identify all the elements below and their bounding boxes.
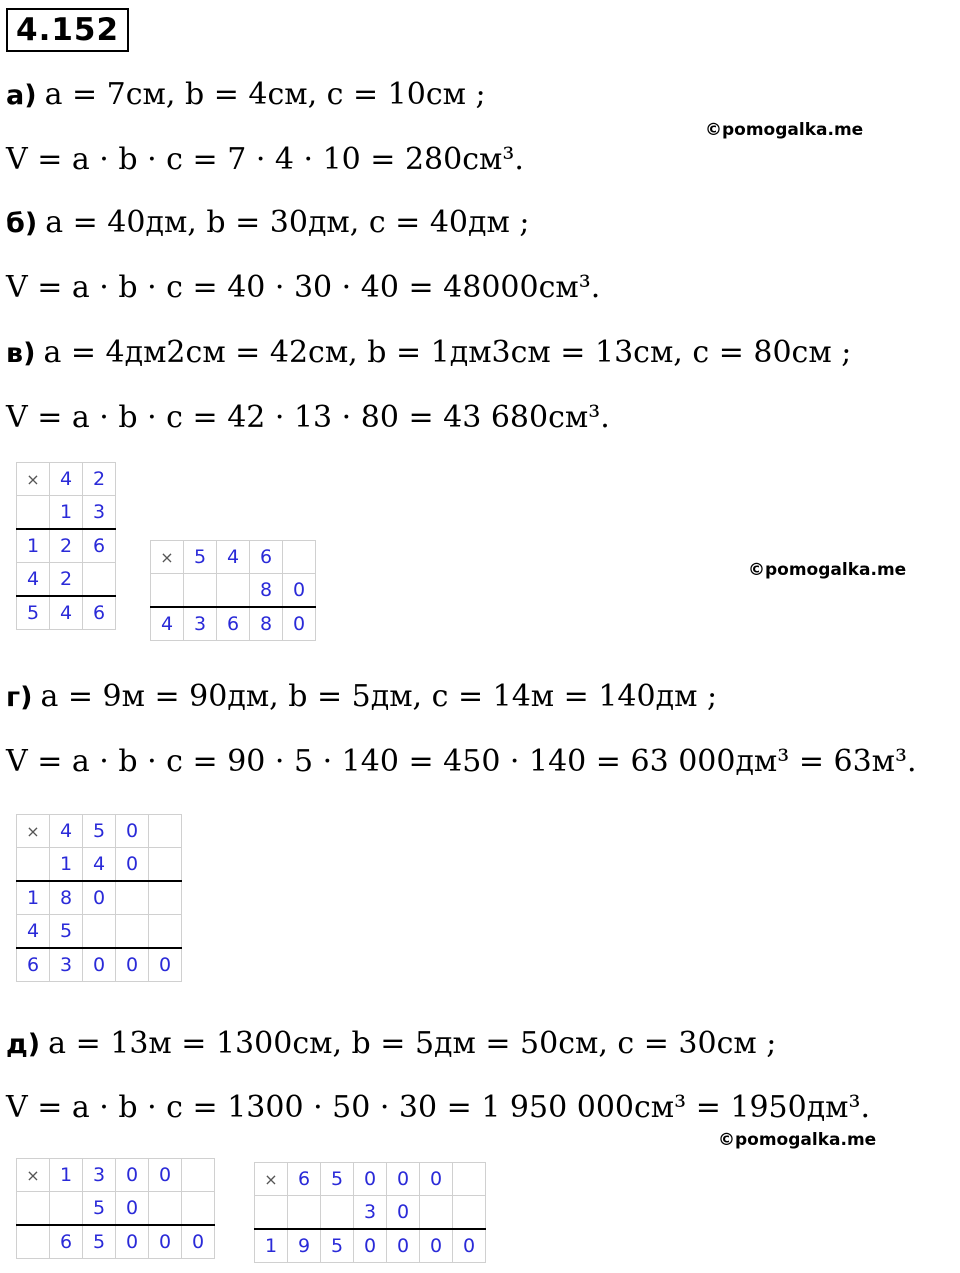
part-v-formula: V = a · b · c = 42 · 13 · 80 = 43 680см³.: [6, 400, 610, 435]
digit-cell: 4: [83, 848, 116, 882]
digit-cell: 2: [50, 529, 83, 563]
digit-cell: [453, 1196, 486, 1230]
digit-cell: 8: [250, 607, 283, 641]
part-b-line1: a = 40дм, b = 30дм, c = 40дм ;: [45, 205, 530, 240]
digit-cell: 3: [50, 948, 83, 982]
digit-cell: 5: [184, 541, 217, 574]
table-row: [17, 596, 116, 630]
digit-cell: 6: [288, 1163, 321, 1196]
part-b-label: б): [6, 208, 38, 239]
part-a-line1: a = 7см, b = 4см, c = 10см ;: [44, 77, 486, 112]
digit-cell: 0: [83, 881, 116, 915]
part-d-given: [6, 1024, 776, 1064]
digit-cell: [149, 815, 182, 848]
table-row: [17, 563, 116, 597]
table-row: [17, 815, 182, 848]
digit-cell: 4: [217, 541, 250, 574]
digit-cell: 5: [17, 596, 50, 630]
digit-cell: 4: [50, 463, 83, 496]
digit-cell: [283, 541, 316, 574]
digit-cell: [17, 496, 50, 530]
digit-cell: [321, 1196, 354, 1230]
multiplication-table: [16, 814, 182, 982]
table-row: [151, 574, 316, 608]
table-row: [17, 1192, 215, 1226]
digit-cell: 5: [321, 1163, 354, 1196]
digit-cell: 4: [50, 596, 83, 630]
multiply-sign: ×: [17, 815, 50, 848]
part-b-formula: V = a · b · c = 40 · 30 · 40 = 48000см³.: [6, 270, 601, 305]
multiply-sign: ×: [255, 1163, 288, 1196]
digit-cell: 0: [149, 948, 182, 982]
digit-cell: 4: [50, 815, 83, 848]
part-g-given: [6, 677, 717, 717]
digit-cell: 6: [217, 607, 250, 641]
table-row: [17, 881, 182, 915]
digit-cell: 0: [149, 1225, 182, 1259]
multiplication-table: [150, 540, 316, 641]
multiplication-table: [254, 1162, 486, 1263]
digit-cell: [184, 574, 217, 608]
digit-cell: [182, 1192, 215, 1226]
digit-cell: [182, 1159, 215, 1192]
part-g-formula: V = a · b · c = 90 · 5 · 140 = 450 · 140 = 63 000дм³ = 63м³.: [6, 744, 917, 779]
digit-cell: [149, 881, 182, 915]
multiply-sign: ×: [17, 1159, 50, 1192]
multiplication-table: [16, 462, 116, 630]
part-a-given: [6, 75, 486, 115]
part-b-given: [6, 203, 529, 243]
digit-cell: [420, 1196, 453, 1230]
digit-cell: 1: [50, 1159, 83, 1192]
digit-cell: 3: [83, 1159, 116, 1192]
digit-cell: 0: [116, 815, 149, 848]
table-row: [17, 1225, 215, 1259]
table-row: [255, 1163, 486, 1196]
digit-cell: 1: [50, 496, 83, 530]
digit-cell: 6: [17, 948, 50, 982]
digit-cell: 6: [83, 529, 116, 563]
watermark: ©pomogalka.me: [718, 1130, 877, 1150]
part-a-label: а): [6, 80, 37, 111]
digit-cell: 2: [50, 563, 83, 597]
part-a-formula: V = a · b · c = 7 · 4 · 10 = 280см³.: [6, 142, 524, 177]
digit-cell: 0: [83, 948, 116, 982]
digit-cell: 0: [420, 1163, 453, 1196]
digit-cell: 0: [182, 1225, 215, 1259]
digit-cell: 3: [354, 1196, 387, 1230]
digit-cell: 0: [116, 1225, 149, 1259]
part-v-given: [6, 333, 851, 373]
digit-cell: 0: [453, 1229, 486, 1263]
digit-cell: 0: [149, 1159, 182, 1192]
digit-cell: 8: [50, 881, 83, 915]
part-d-formula: V = a · b · c = 1300 · 50 · 30 = 1 950 000см³ = 1950дм³.: [6, 1090, 871, 1125]
digit-cell: 4: [17, 915, 50, 949]
digit-cell: [83, 915, 116, 949]
digit-cell: [17, 1225, 50, 1259]
digit-cell: 0: [283, 607, 316, 641]
digit-cell: 5: [83, 1225, 116, 1259]
table-row: [17, 529, 116, 563]
digit-cell: 3: [83, 496, 116, 530]
digit-cell: 6: [83, 596, 116, 630]
digit-cell: [149, 1192, 182, 1226]
table-row: [255, 1229, 486, 1263]
digit-cell: 5: [83, 815, 116, 848]
digit-cell: 0: [116, 1192, 149, 1226]
part-d-line1: a = 13м = 1300см, b = 5дм = 50см, c = 30см ;: [48, 1026, 777, 1061]
digit-cell: 4: [151, 607, 184, 641]
digit-cell: 5: [83, 1192, 116, 1226]
digit-cell: 0: [387, 1229, 420, 1263]
table-row: [17, 463, 116, 496]
digit-cell: 3: [184, 607, 217, 641]
digit-cell: 0: [354, 1229, 387, 1263]
digit-cell: [151, 574, 184, 608]
multiplication-table: [16, 1158, 215, 1259]
table-row: [151, 607, 316, 641]
table-row: [17, 1159, 215, 1192]
digit-cell: 1: [255, 1229, 288, 1263]
digit-cell: 6: [50, 1225, 83, 1259]
digit-cell: 1: [50, 848, 83, 882]
digit-cell: 8: [250, 574, 283, 608]
digit-cell: 0: [387, 1196, 420, 1230]
watermark: ©pomogalka.me: [705, 120, 864, 140]
digit-cell: 9: [288, 1229, 321, 1263]
digit-cell: [17, 1192, 50, 1226]
table-row: [255, 1196, 486, 1230]
digit-cell: 2: [83, 463, 116, 496]
digit-cell: [116, 881, 149, 915]
digit-cell: 6: [250, 541, 283, 574]
digit-cell: [453, 1163, 486, 1196]
digit-cell: [116, 915, 149, 949]
digit-cell: 4: [17, 563, 50, 597]
digit-cell: 0: [116, 948, 149, 982]
table-row: [17, 948, 182, 982]
multiply-sign: ×: [17, 463, 50, 496]
digit-cell: 5: [321, 1229, 354, 1263]
digit-cell: 0: [387, 1163, 420, 1196]
digit-cell: 0: [116, 1159, 149, 1192]
digit-cell: [255, 1196, 288, 1230]
part-g-line1: a = 9м = 90дм, b = 5дм, c = 14м = 140дм ;: [40, 679, 718, 714]
part-d-label: д): [6, 1029, 41, 1060]
digit-cell: [217, 574, 250, 608]
table-row: [17, 848, 182, 882]
digit-cell: 1: [17, 529, 50, 563]
table-row: [151, 541, 316, 574]
digit-cell: [288, 1196, 321, 1230]
multiply-sign: ×: [151, 541, 184, 574]
digit-cell: 5: [50, 915, 83, 949]
digit-cell: 0: [420, 1229, 453, 1263]
digit-cell: 0: [283, 574, 316, 608]
digit-cell: 1: [17, 881, 50, 915]
digit-cell: [17, 848, 50, 882]
digit-cell: [83, 563, 116, 597]
digit-cell: [50, 1192, 83, 1226]
part-v-label: в): [6, 338, 36, 369]
part-v-line1: a = 4дм2см = 42см, b = 1дм3см = 13см, c = 80см ;: [43, 335, 852, 370]
digit-cell: [149, 848, 182, 882]
problem-number: 4.152: [6, 8, 129, 52]
digit-cell: 0: [116, 848, 149, 882]
watermark: ©pomogalka.me: [748, 560, 907, 580]
part-g-label: г): [6, 682, 33, 713]
digit-cell: [149, 915, 182, 949]
table-row: [17, 915, 182, 949]
digit-cell: 0: [354, 1163, 387, 1196]
table-row: [17, 496, 116, 530]
